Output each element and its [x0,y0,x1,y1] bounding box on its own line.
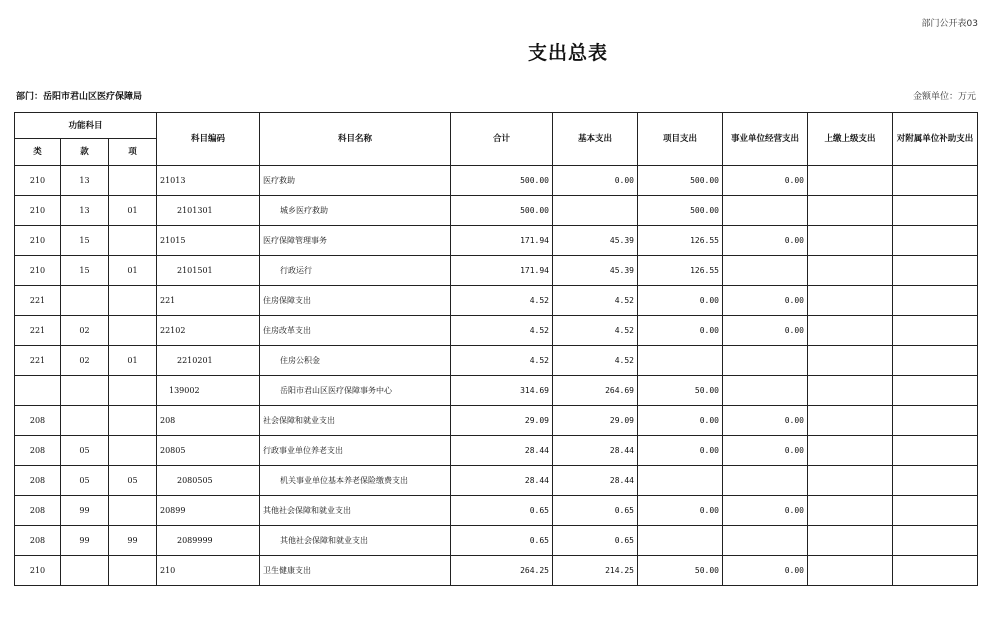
cell-project: 0.00 [638,436,723,466]
cell-subject-code: 208 [157,406,260,436]
cell-basic: 0.65 [553,526,638,556]
header-lei: 类 [15,139,61,166]
table-row [15,496,978,526]
cell-subject-name: 行政事业单位养老支出 [260,436,451,466]
table-row [15,256,978,286]
cell-xiang: 05 [109,466,157,496]
cell-upper [808,436,893,466]
cell-xiang: 99 [109,526,157,556]
cell-subsidy [893,196,978,226]
cell-subject-name: 社会保障和就业支出 [260,406,451,436]
cell-xiang [109,406,157,436]
cell-xiang [109,436,157,466]
header-kuan: 款 [61,139,109,166]
cell-xiang [109,496,157,526]
cell-upper [808,376,893,406]
cell-total: 29.09 [451,406,553,436]
cell-lei: 221 [15,316,61,346]
cell-subject-code: 2101301 [157,196,260,226]
cell-project [638,346,723,376]
cell-subject-code: 21013 [157,166,260,196]
cell-upper [808,196,893,226]
cell-business-unit [723,526,808,556]
cell-total: 314.69 [451,376,553,406]
cell-kuan [61,406,109,436]
header-project: 项目支出 [638,113,723,166]
cell-xiang [109,316,157,346]
cell-upper [808,166,893,196]
cell-project: 50.00 [638,556,723,586]
cell-project: 126.55 [638,226,723,256]
cell-subject-code: 2210201 [157,346,260,376]
cell-upper [808,406,893,436]
cell-subject-code: 2089999 [157,526,260,556]
cell-upper [808,226,893,256]
cell-lei [15,376,61,406]
cell-total: 0.65 [451,526,553,556]
table-row [15,316,978,346]
cell-project: 500.00 [638,166,723,196]
cell-subsidy [893,286,978,316]
amount-unit-label: 金额单位：万元 [912,92,976,102]
cell-business-unit [723,256,808,286]
cell-basic: 4.52 [553,316,638,346]
cell-kuan: 02 [61,316,109,346]
header-basic: 基本支出 [553,113,638,166]
table-row [15,346,978,376]
cell-basic: 28.44 [553,466,638,496]
cell-upper [808,526,893,556]
cell-lei: 208 [15,406,61,436]
header-upper: 上缴上级支出 [808,113,893,166]
cell-lei: 210 [15,556,61,586]
cell-xiang: 01 [109,256,157,286]
cell-business-unit: 0.00 [723,556,808,586]
cell-subject-name: 其他社会保障和就业支出 [260,526,451,556]
cell-upper [808,316,893,346]
header-subsidy: 对附属单位补助支出 [893,113,978,166]
cell-upper [808,466,893,496]
cell-total: 171.94 [451,226,553,256]
cell-lei: 208 [15,436,61,466]
cell-xiang [109,376,157,406]
cell-subsidy [893,256,978,286]
cell-kuan: 15 [61,256,109,286]
cell-kuan: 99 [61,496,109,526]
cell-project: 50.00 [638,376,723,406]
cell-project: 0.00 [638,406,723,436]
cell-project: 0.00 [638,316,723,346]
cell-kuan: 05 [61,466,109,496]
cell-upper [808,496,893,526]
cell-lei: 221 [15,286,61,316]
cell-subsidy [893,376,978,406]
cell-basic: 264.69 [553,376,638,406]
cell-subject-name: 医疗救助 [260,166,451,196]
cell-subject-name: 卫生健康支出 [260,556,451,586]
cell-subject-code: 20805 [157,436,260,466]
table-body [15,166,978,586]
cell-subject-name: 住房改革支出 [260,316,451,346]
cell-business-unit: 0.00 [723,286,808,316]
cell-business-unit: 0.00 [723,436,808,466]
cell-basic: 4.52 [553,286,638,316]
cell-total: 171.94 [451,256,553,286]
cell-kuan [61,376,109,406]
cell-xiang: 01 [109,346,157,376]
cell-business-unit [723,346,808,376]
cell-subject-name: 医疗保障管理事务 [260,226,451,256]
cell-xiang [109,166,157,196]
header-business-unit: 事业单位经营支出 [723,113,808,166]
cell-xiang [109,286,157,316]
table-row [15,226,978,256]
cell-basic: 0.65 [553,496,638,526]
cell-total: 0.65 [451,496,553,526]
header-total: 合计 [451,113,553,166]
cell-subsidy [893,496,978,526]
cell-basic: 4.52 [553,346,638,376]
cell-lei: 210 [15,256,61,286]
cell-upper [808,256,893,286]
cell-lei: 221 [15,346,61,376]
cell-lei: 208 [15,496,61,526]
table-row [15,166,978,196]
cell-lei: 208 [15,526,61,556]
cell-xiang [109,556,157,586]
cell-subsidy [893,346,978,376]
cell-xiang [109,226,157,256]
cell-lei: 210 [15,196,61,226]
cell-basic: 45.39 [553,226,638,256]
cell-project: 500.00 [638,196,723,226]
header-subject-code: 科目编码 [157,113,260,166]
department-label: 部门：岳阳市君山区医疗保障局 [16,92,143,102]
cell-business-unit: 0.00 [723,406,808,436]
cell-subject-name: 城乡医疗救助 [260,196,451,226]
cell-upper [808,346,893,376]
cell-basic [553,196,638,226]
cell-subsidy [893,436,978,466]
cell-subject-name: 住房保障支出 [260,286,451,316]
cell-total: 500.00 [451,196,553,226]
cell-business-unit: 0.00 [723,496,808,526]
cell-subject-code: 210 [157,556,260,586]
cell-subsidy [893,406,978,436]
cell-lei: 210 [15,166,61,196]
cell-basic: 45.39 [553,256,638,286]
page-title: 支出总表 [527,42,608,64]
cell-kuan [61,556,109,586]
cell-business-unit [723,376,808,406]
table-row [15,436,978,466]
cell-total: 4.52 [451,286,553,316]
cell-project: 0.00 [638,286,723,316]
form-code: 部门公开表03 [921,19,978,29]
cell-subject-code: 2101501 [157,256,260,286]
cell-project [638,526,723,556]
table-row [15,286,978,316]
cell-subject-code: 20899 [157,496,260,526]
table-row [15,526,978,556]
cell-total: 264.25 [451,556,553,586]
cell-lei: 208 [15,466,61,496]
cell-business-unit: 0.00 [723,316,808,346]
cell-subject-name: 行政运行 [260,256,451,286]
cell-kuan: 99 [61,526,109,556]
cell-subject-code: 22102 [157,316,260,346]
cell-total: 500.00 [451,166,553,196]
table-row [15,406,978,436]
cell-subsidy [893,556,978,586]
cell-business-unit: 0.00 [723,226,808,256]
header-func-subject: 功能科目 [15,113,157,139]
cell-kuan: 13 [61,166,109,196]
table-row [15,556,978,586]
cell-total: 4.52 [451,316,553,346]
cell-subject-code: 221 [157,286,260,316]
cell-project: 126.55 [638,256,723,286]
cell-subsidy [893,316,978,346]
cell-subject-code: 2080505 [157,466,260,496]
cell-kuan: 02 [61,346,109,376]
table-row [15,196,978,226]
cell-basic: 29.09 [553,406,638,436]
cell-subsidy [893,466,978,496]
cell-upper [808,556,893,586]
cell-basic: 28.44 [553,436,638,466]
cell-lei: 210 [15,226,61,256]
header-xiang: 项 [109,139,157,166]
cell-kuan: 05 [61,436,109,466]
cell-total: 28.44 [451,436,553,466]
cell-subject-name: 住房公积金 [260,346,451,376]
cell-basic: 214.25 [553,556,638,586]
cell-total: 4.52 [451,346,553,376]
table-row [15,466,978,496]
cell-project: 0.00 [638,496,723,526]
cell-kuan: 15 [61,226,109,256]
header-subject-name: 科目名称 [260,113,451,166]
cell-project [638,466,723,496]
cell-business-unit [723,466,808,496]
cell-subject-name: 岳阳市君山区医疗保障事务中心 [260,376,451,406]
cell-subject-name: 机关事业单位基本养老保险缴费支出 [260,466,451,496]
cell-subject-name: 其他社会保障和就业支出 [260,496,451,526]
cell-subject-code: 139002 [157,376,260,406]
cell-subsidy [893,526,978,556]
cell-kuan [61,286,109,316]
cell-basic: 0.00 [553,166,638,196]
cell-business-unit: 0.00 [723,166,808,196]
cell-subsidy [893,166,978,196]
table-row [15,376,978,406]
cell-business-unit [723,196,808,226]
expenditure-table [14,112,978,586]
cell-subsidy [893,226,978,256]
cell-kuan: 13 [61,196,109,226]
cell-upper [808,286,893,316]
cell-subject-code: 21015 [157,226,260,256]
cell-xiang: 01 [109,196,157,226]
cell-total: 28.44 [451,466,553,496]
